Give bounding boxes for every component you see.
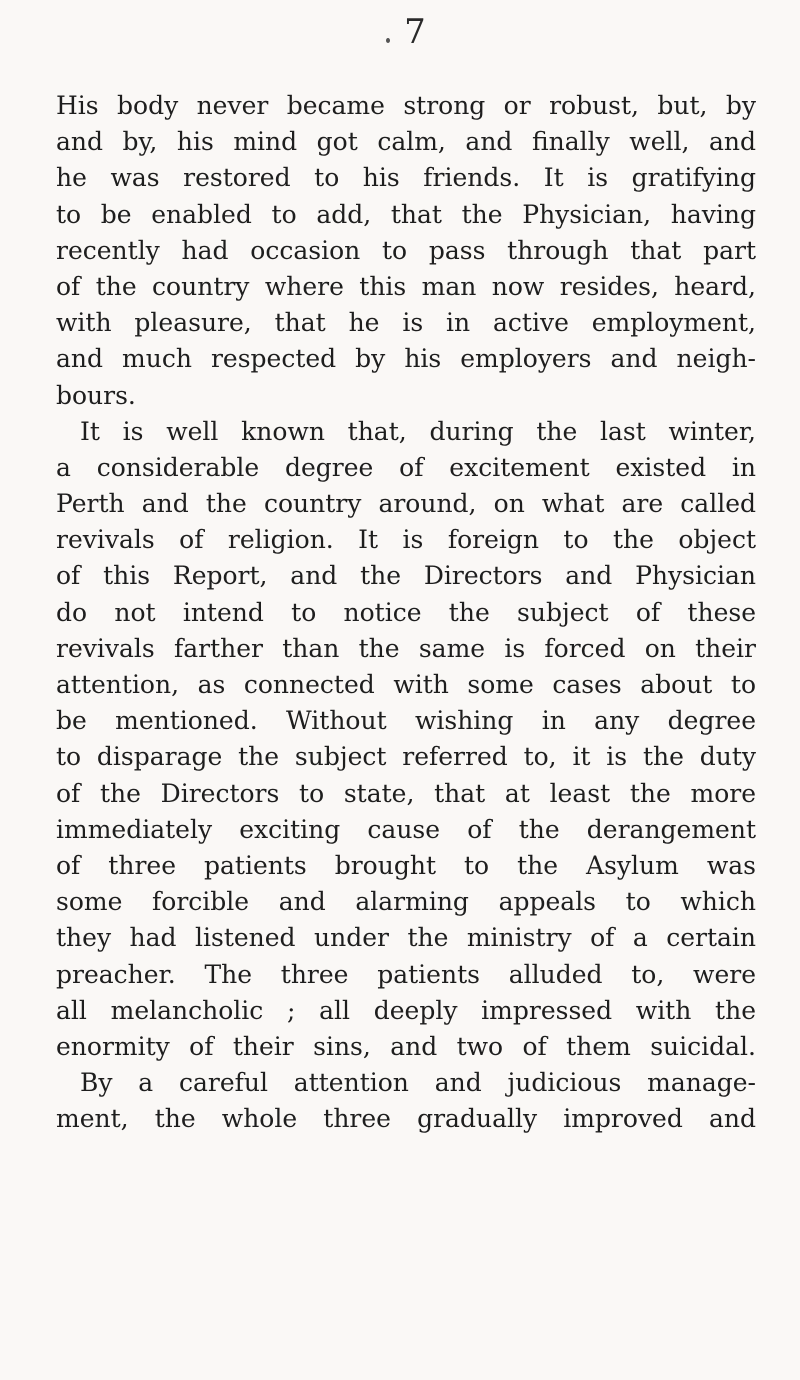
text-line: His body never became strong or robust, but, by (56, 91, 756, 120)
text-line: enormity of their sins, and two of them suicidal. (56, 1031, 756, 1061)
text-line: to disparage the subject referred to, it is the duty (56, 742, 756, 772)
text-line: revivals of religion. It is foreign to the object (56, 525, 756, 555)
text-line: of three patients brought to the Asylum was (56, 850, 756, 880)
text-line: they had listened under the ministry of a certain (56, 923, 756, 953)
page-number-text: 7 (404, 12, 426, 52)
text-line: of the Directors to state, that at least the more (56, 778, 756, 808)
ink-speck (386, 38, 390, 43)
text-line: ment, the whole three gradually improved and (56, 1104, 756, 1134)
text-line: he was restored to his friends. It is gratifying (56, 163, 756, 193)
text-line: recently had occasion to pass through that part (56, 235, 756, 265)
text-line: with pleasure, that he is in active employment, (56, 308, 756, 338)
text-line-paragraph-end: bours. (56, 380, 136, 410)
text-line: of this Report, and the Directors and Physician (56, 561, 756, 591)
text-line: Perth and the country around, on what are called (56, 489, 756, 519)
text-line: do not intend to notice the subject of these (56, 597, 756, 627)
text-line: attention, as connected with some cases about to (56, 670, 756, 699)
text-line: to be enabled to add, that the Physician, having (56, 199, 756, 229)
text-line: a considerable degree of excitement existed in (56, 452, 756, 482)
body-text (56, 88, 756, 1137)
text-line: and much respected by his employers and neigh- (56, 344, 756, 374)
text-line: preacher. The three patients alluded to, were (56, 959, 756, 989)
text-line-paragraph-start: By a careful attention and judicious manage- (80, 1068, 756, 1098)
text-line-paragraph-start: It is well known that, during the last winter, (80, 416, 756, 446)
text-line: of the country where this man now resides, heard, (56, 271, 756, 301)
text-line: revivals farther than the same is forced on their (56, 633, 756, 663)
page-number (400, 12, 430, 52)
text-line: all melancholic ; all deeply impressed with the (56, 995, 756, 1025)
text-line: immediately exciting cause of the derangement (56, 814, 756, 844)
text-line: some forcible and alarming appeals to which (56, 887, 756, 917)
text-line: and by, his mind got calm, and finally well, and (56, 127, 756, 157)
text-line: be mentioned. Without wishing in any degree (56, 706, 756, 736)
